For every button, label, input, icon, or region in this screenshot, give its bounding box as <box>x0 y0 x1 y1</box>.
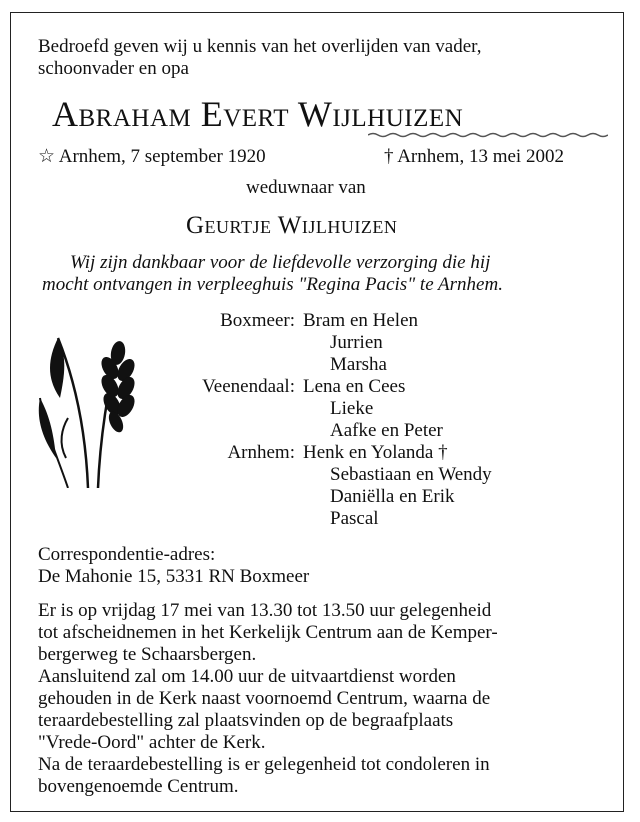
correspondence-address: De Mahonie 15, 5331 RN Boxmeer <box>38 566 310 587</box>
details-line: Na de teraardebestelling is er gelegenheid tot condoleren in <box>38 754 490 775</box>
family-name: Lieke <box>330 398 374 419</box>
cross-icon: † <box>384 146 394 167</box>
family-name: Marsha <box>330 354 387 375</box>
details-line: teraardebestelling zal plaatsvinden op de begraafplaats <box>38 710 454 731</box>
family-name: Pascal <box>330 508 379 529</box>
family-name: Jurrien <box>330 332 383 353</box>
spouse-name: Geurtje Wijlhuizen <box>186 212 398 239</box>
gratitude-line-1: Wij zijn dankbaar voor de liefdevolle verzorging die hij <box>70 252 491 273</box>
wavy-underline <box>368 132 608 138</box>
death-text: Arnhem, 13 mei 2002 <box>397 146 564 167</box>
gratitude-line-2: mocht ontvangen in verpleeghuis "Regina Pacis" te Arnhem. <box>42 274 503 295</box>
intro-line-2: schoonvader en opa <box>38 58 189 79</box>
star-icon: ☆ <box>38 146 56 167</box>
deceased-name: Abraham Evert Wijlhuizen <box>52 94 464 134</box>
family-name: Henk en Yolanda † <box>303 442 448 463</box>
family-name: Bram en Helen <box>303 310 419 331</box>
family-name: Lena en Cees <box>303 376 406 397</box>
details-line: Aansluitend zal om 14.00 uur de uitvaartdienst worden <box>38 666 456 687</box>
details-line: gehouden in de Kerk naast voornoemd Centrum, waarna de <box>38 688 491 709</box>
details-line: "Vrede-Oord" achter de Kerk. <box>38 732 266 753</box>
death-line <box>384 146 564 168</box>
correspondence-label: Correspondentie-adres: <box>38 544 216 565</box>
birth-line <box>38 146 266 168</box>
family-place-arnhem: Arnhem: <box>227 442 295 463</box>
details-line: bergerweg te Schaarsbergen. <box>38 644 257 665</box>
details-line: bovengenoemde Centrum. <box>38 776 239 797</box>
wheat-icon <box>38 318 148 488</box>
intro-line-1: Bedroefd geven wij u kennis van het overlijden van vader, <box>38 36 482 57</box>
birth-text: Arnhem, 7 september 1920 <box>58 146 266 167</box>
family-place-veenendaal: Veenendaal: <box>202 376 295 397</box>
details-line: tot afscheidnemen in het Kerkelijk Centrum aan de Kemper- <box>38 622 498 643</box>
family-name: Aafke en Peter <box>330 420 443 441</box>
widower-text: weduwnaar van <box>246 177 366 198</box>
family-name: Sebastiaan en Wendy <box>330 464 492 485</box>
details-line: Er is op vrijdag 17 mei van 13.30 tot 13.50 uur gelegenheid <box>38 600 492 621</box>
family-name: Daniëlla en Erik <box>330 486 455 507</box>
family-place-boxmeer: Boxmeer: <box>220 310 295 331</box>
